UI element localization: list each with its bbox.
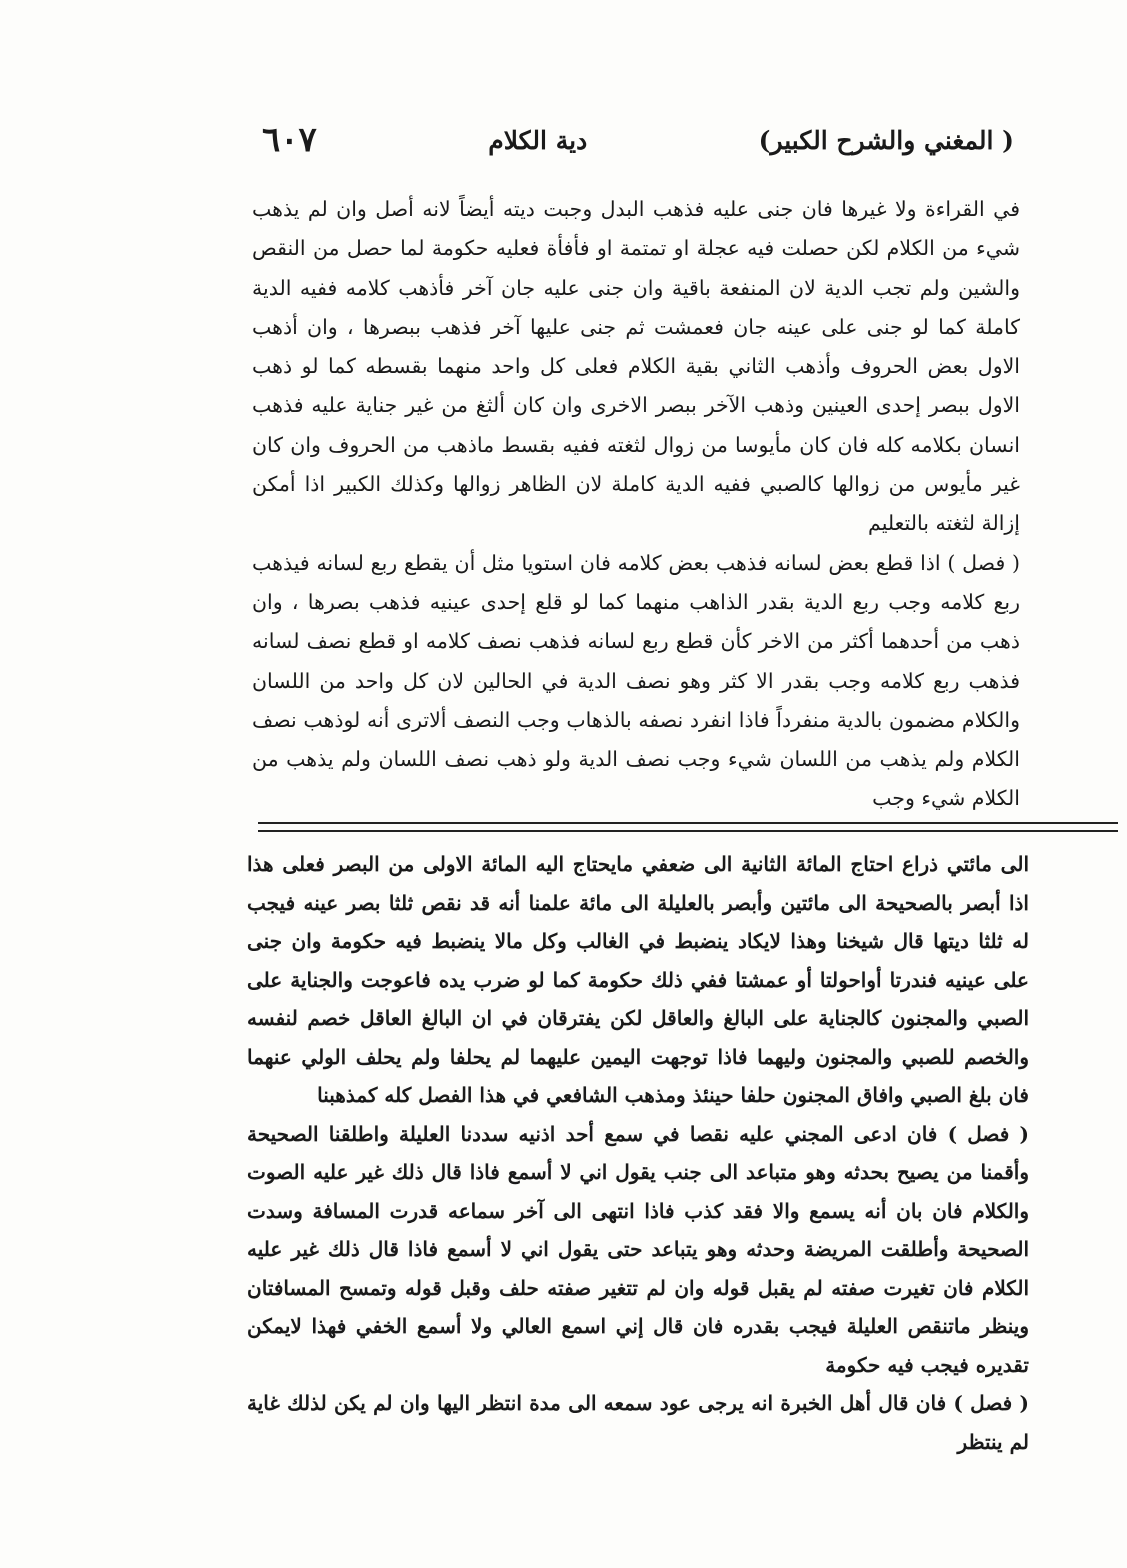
commentary-text (247, 845, 1029, 1461)
page-number: ٦٠٧ (262, 120, 317, 160)
commentary-paragraph: ( فصل ) فان قال أهل الخبرة انه يرجى عود سمعه الى مدة انتظر اليها وان لم يكن لذلك غاية لم ينتظر (247, 1391, 1029, 1454)
book-title: ( المغني والشرح الكبير) (758, 125, 1014, 155)
commentary-paragraph: ( فصل ) فان ادعى المجني عليه نقصا في سمع أحد اذنيه سددنا العليلة واطلقنا الصحيحة وأقمنا من يصيح بحدثه وهو متباعد الى جنب يقول اني لا أسمع فاذا قال ذلك غير عليه الصوت والكلام فان بان أنه يسمع والا فقد كذب فاذا انتهى الى آخر سماعه قدرت المسافة وسدت الصحيحة وأطلقت المريضة وحدثه وهو يتباعد حتى يقول اني لا أسمع فاذا قال ذلك غير عليه الكلام فان تغيرت صفته لم يقبل قوله وان لم تتغير صفته حلف وقبل قوله وتمسح المسافتان وينظر ماتنقص العليلة فيجب بقدره فان قال إني اسمع العالي ولا أسمع الخفي فهذا لايمكن تقديره فيجب فيه حكومة (247, 1121, 1029, 1377)
chapter-title: دية الكلام (488, 125, 588, 155)
section-divider (258, 822, 1118, 832)
page-header (262, 118, 1014, 162)
main-paragraph: في القراءة ولا غيرها فان جنى عليه فذهب البدل وجبت ديته أيضاً لانه أصل وان لم يذهب شيء من الكلام لكن حصلت فيه عجلة او تمتمة او فأفأة فعليه حكومة لما حصل من النقص والشين ولم تجب الدية لان المنفعة باقية وان جنى عليه جان آخر فأذهب كلامه ففيه الدية كاملة كما لو جنى على عينه جان فعمشت ثم جنى عليها آخر فذهب ببصرها ، وان أذهب الاول بعض الحروف وأذهب الثاني بقية الكلام فعلى كل واحد منهما بقسطه كما لو ذهب الاول ببصر إحدى العينين وذهب الآخر ببصر الاخرى وان كان ألثغ من غير جناية عليه فذهب انسان بكلامه كله فان كان مأيوسا من زوال لثغته ففيه بقسط ماذهب من الحروف وان كان غير مأيوس من زوالها كالصبي ففيه الدية كاملة لان الظاهر زوالها وكذلك الكبير اذا أمكن إزالة لثغته بالتعليم (252, 197, 1020, 536)
commentary-paragraph: الى مائتي ذراع احتاج المائة الثانية الى ضعفي مايحتاج اليه المائة الاولى من البصر فعلى هذا اذا أبصر بالصحيحة الى مائتين وأبصر بالعليلة الى مائة علمنا أنه قد نقص ثلثا بصر عينه فيجب له ثلثا ديتها قال شيخنا وهذا لايكاد ينضبط في الغالب وكل مالا ينضبط فيه حكومة وان جنى على عينيه فندرتا أواحولتا أو عمشتا ففي ذلك حكومة كما لو ضرب يده فاعوجت والجناية على الصبي والمجنون كالجناية على البالغ والعاقل لكن يفترقان في ان البالغ العاقل خصم لنفسه والخصم للصبي والمجنون وليهما فاذا توجهت اليمين عليهما لم يحلفا ولم يحلف الولي عنهما فان بلغ الصبي وافاق المجنون حلفا حينئذ ومذهب الشافعي في هذا الفصل كله كمذهبنا (247, 852, 1030, 1107)
main-text (252, 190, 1020, 819)
main-paragraph: ( فصل ) اذا قطع بعض لسانه فذهب بعض كلامه فان استويا مثل أن يقطع ربع لسانه فيذهب ربع كلامه وجب ربع الدية بقدر الذاهب منهما كما لو قلع إحدى عينيه فذهب بصرها ، وان ذهب من أحدهما أكثر من الاخر كأن قطع ربع لسانه فذهب نصف كلامه او قطع نصف لسانه فذهب ربع كلامه وجب بقدر الا كثر وهو نصف الدية في الحالين لان كل واحد من اللسان والكلام مضمون بالدية منفرداً فاذا انفرد نصفه بالذهاب وجب النصف ألاترى أنه لوذهب نصف الكلام ولم يذهب من اللسان شيء وجب نصف الدية ولو ذهب نصف اللسان ولم يذهب من الكلام شيء وجب (252, 550, 1020, 811)
